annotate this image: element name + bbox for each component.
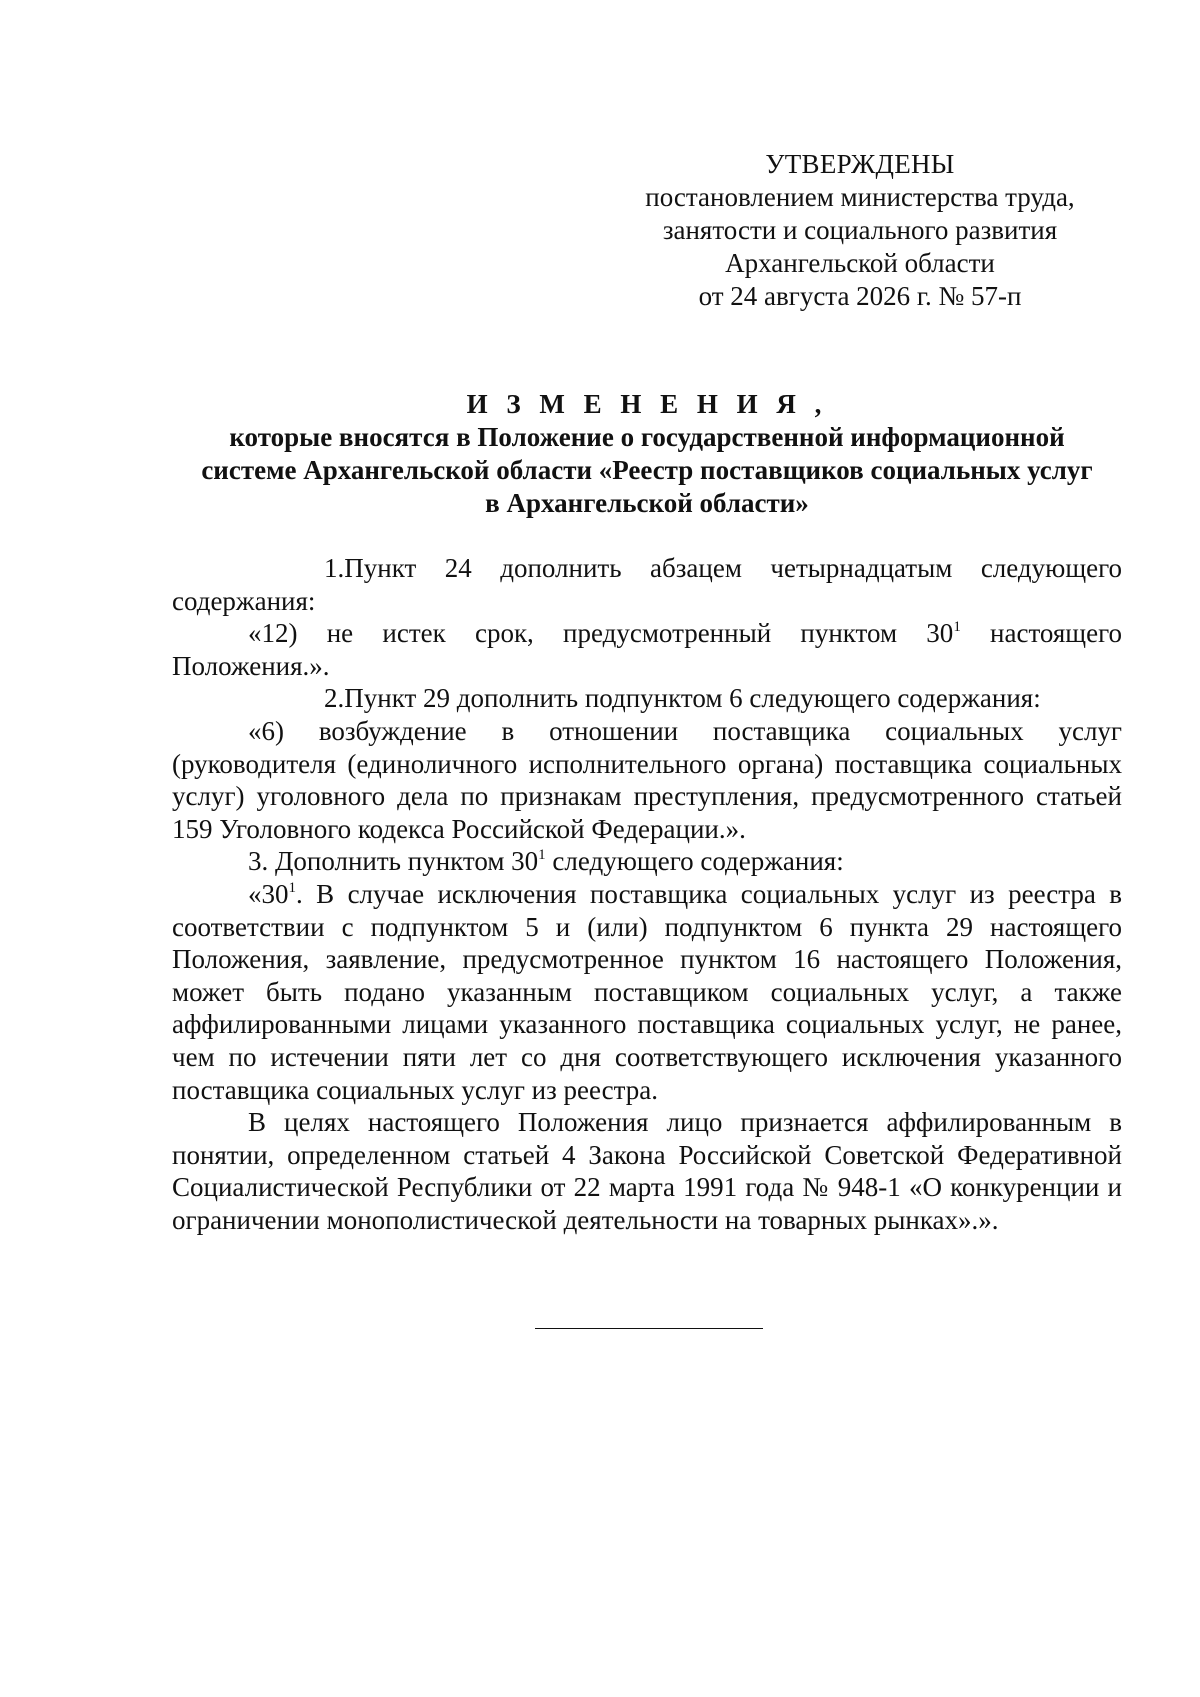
heading-subtitle-line-2: системе Архангельской области «Реестр поставщиков социальных услуг (201, 455, 1093, 485)
item-3-text-end: следующего содержания: (545, 846, 844, 877)
item-number-1: 1. (324, 553, 345, 583)
approval-line-2: занятости и социального развития (662, 215, 1058, 245)
superscript-1: 1 (538, 847, 546, 864)
quote-12-text-end: настоящего Положения.». (172, 618, 1122, 681)
approval-date-number: от 24 августа 2026 г. № 57-п (698, 281, 1022, 311)
approval-line-3: Архангельской области (725, 248, 995, 278)
heading-title: И З М Е Н Е Н И Я , (466, 389, 828, 419)
document-heading (172, 388, 1122, 520)
paragraph-item-2 (172, 682, 1122, 715)
superscript-1: 1 (288, 879, 296, 896)
item-1-text: Пункт 24 дополнить абзацем четырнадцатым следующего содержания: (172, 553, 1122, 616)
heading-subtitle-line-1: которые вносятся в Положение о государственной информационной (229, 422, 1065, 452)
paragraph-affiliated-definition: В целях настоящего Положения лицо признается аффилированным в понятии, определенном статьей 4 Закона Российской Советской Федеративной Социалистической Республики от 22 марта 1991 года № 948-1 «О конкуренции и ограничении монополистической деятельности на товарных рынках».». (172, 1107, 1122, 1235)
paragraph-item-1 (172, 552, 1122, 617)
item-number-2: 2. (324, 683, 345, 714)
quote-30-1-text: . В случае исключения поставщика социальных услуг из реестра в соответствии с подпунктом 5 и (или) подпунктом 6 пункта 29 настоящего Положения, заявление, предусмотренное пунктом 16 настоящего Положения, может быть подано указанным поставщиком социальных услуг, а также аффилированными лицами указанного поставщика социальных услуг, не ранее, чем по истечении пяти лет со дня соответствующего исключения указанного поставщика социальных услуг из реестра. (172, 878, 1122, 1105)
item-2-text: Пункт 29 дополнить подпунктом 6 следующего содержания: (344, 683, 1041, 714)
heading-subtitle-line-3: в Архангельской области» (485, 488, 809, 518)
paragraph-item-3 (172, 845, 1122, 878)
approval-stamp-block (620, 148, 1100, 313)
approval-title: УТВЕРЖДЕНЫ (765, 149, 955, 179)
closing-rule-divider (535, 1328, 763, 1329)
quote-30-1-start: «30 (248, 878, 289, 909)
approval-line-1: постановлением министерства труда, (645, 182, 1075, 212)
document-body (172, 552, 1122, 1236)
quote-12-text-start: «12) не истек срок, предусмотренный пунктом 30 (248, 618, 954, 649)
item-3-text-start: 3. Дополнить пунктом 30 (248, 846, 539, 877)
paragraph-quote-12 (172, 617, 1122, 682)
paragraph-quote-30-1 (172, 878, 1122, 1106)
superscript-1: 1 (953, 619, 961, 636)
paragraph-quote-6: «6) возбуждение в отношении поставщика социальных услуг (руководителя (единоличного исполнительного органа) поставщика социальных услуг) уголовного дела по признакам преступления, предусмотренного статьей 159 Уголовного кодекса Российской Федерации.». (172, 715, 1122, 844)
